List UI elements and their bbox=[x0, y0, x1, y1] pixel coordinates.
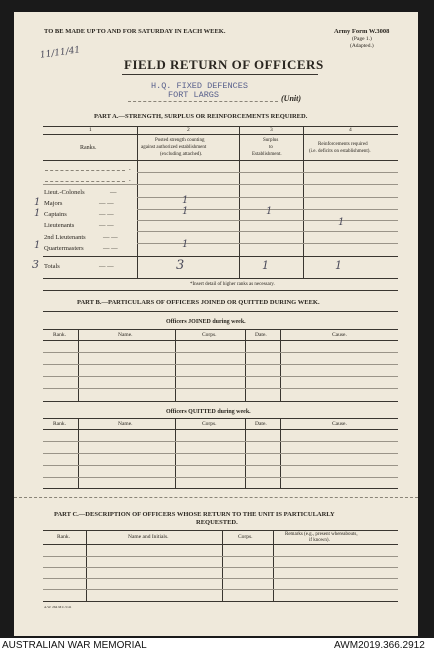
quitted-header-top-rule bbox=[43, 418, 398, 419]
joined-row-rule bbox=[43, 352, 398, 353]
margin-mark: 1 bbox=[34, 240, 41, 251]
part-c-col-corps: Corps. bbox=[238, 534, 253, 540]
joined-col-divider bbox=[175, 329, 176, 401]
joined-col-divider bbox=[280, 329, 281, 401]
totals-top-rule bbox=[43, 256, 398, 257]
title-underline bbox=[122, 74, 318, 75]
posted-captains-entry: 1 bbox=[182, 206, 189, 217]
joined-row-rule bbox=[43, 376, 398, 377]
row-rule bbox=[137, 172, 398, 173]
part-c-row-rule bbox=[43, 578, 398, 579]
joined-title: Officers JOINED during week. bbox=[166, 319, 246, 325]
footer-accession-number: AWM2019.366.2912 bbox=[334, 640, 425, 651]
rank-leader: — — bbox=[103, 234, 118, 241]
quitted-col-cause: Cause. bbox=[332, 421, 347, 427]
joined-header-top-rule bbox=[43, 329, 398, 330]
army-form-number: Army Form W.3008 bbox=[334, 28, 390, 35]
joined-col-corps: Corps. bbox=[202, 332, 217, 338]
reinf-lieutenants-entry: 1 bbox=[338, 217, 345, 228]
blank-row-mark: . bbox=[129, 175, 131, 183]
totals-reinf: 1 bbox=[335, 259, 342, 272]
row-rule bbox=[137, 243, 398, 244]
part-c-remarks-line1: Remarks (e.g., present whereabouts, bbox=[285, 532, 358, 537]
totals-posted: 3 bbox=[176, 258, 185, 273]
part-c-title-line1: PART C.—DESCRIPTION OF OFFICERS WHOSE RETURN TO THE UNIT IS PARTICULARLY bbox=[54, 511, 335, 518]
handwritten-date: 11/11/41 bbox=[39, 45, 81, 61]
part-c-col-name: Name and Initials. bbox=[128, 534, 169, 540]
totals-label: Totals bbox=[44, 263, 60, 270]
col-header-rule bbox=[43, 160, 398, 161]
row-rule bbox=[137, 231, 398, 232]
part-b-top-rule bbox=[43, 311, 398, 312]
blank-rank-line bbox=[45, 181, 125, 182]
quitted-col-date: Date. bbox=[255, 421, 267, 427]
posted-header-line3: (excluding attached). bbox=[160, 152, 203, 157]
totals-margin-mark: 3 bbox=[32, 258, 39, 271]
rank-label-lieutenants: Lieutenants bbox=[44, 222, 75, 229]
reinf-header-line1: Reinforcements required bbox=[318, 142, 368, 147]
row-rule bbox=[43, 184, 398, 185]
quitted-col-rank: Rank. bbox=[53, 421, 66, 427]
unit-stamp-line1: H.Q. FIXED DEFENCES bbox=[151, 81, 248, 91]
rank-leader: — — bbox=[99, 211, 114, 218]
part-a-top-rule bbox=[43, 126, 398, 127]
totals-surplus: 1 bbox=[262, 259, 269, 272]
col-number-2: 2 bbox=[187, 127, 190, 133]
quitted-row-rule bbox=[43, 453, 398, 454]
part-c-row-rule bbox=[43, 567, 398, 568]
part-a-title: PART A.—STRENGTH, SURPLUS OR REINFORCEMENTS REQUIRED. bbox=[94, 113, 308, 120]
page-number: (Page 1.) bbox=[352, 36, 372, 42]
rank-label-captains: Captains bbox=[44, 211, 67, 218]
quitted-row-rule bbox=[43, 441, 398, 442]
rank-leader: — — bbox=[103, 245, 118, 252]
joined-col-cause: Cause. bbox=[332, 332, 347, 338]
unit-label: (Unit) bbox=[281, 94, 301, 103]
totals-leader: — — bbox=[99, 263, 114, 270]
rank-label-2nd-lieutenants: 2nd Lieutenants bbox=[44, 234, 86, 241]
unit-line bbox=[128, 101, 278, 102]
posted-majors-entry: 1 bbox=[182, 195, 189, 206]
unit-stamp-line2: FORT LARGS bbox=[168, 90, 220, 100]
joined-header-bottom-rule bbox=[43, 340, 398, 341]
quitted-col-corps: Corps. bbox=[202, 421, 217, 427]
part-c-col-divider bbox=[273, 530, 274, 601]
part-c-row-rule bbox=[43, 556, 398, 557]
ranks-header: Ranks. bbox=[80, 145, 97, 151]
fold-line bbox=[14, 497, 418, 498]
footer-credit: AUSTRALIAN WAR MEMORIAL bbox=[2, 640, 147, 651]
part-a-end-rule bbox=[43, 290, 398, 291]
margin-mark: 1 bbox=[34, 197, 41, 208]
quitted-col-name: Name. bbox=[118, 421, 133, 427]
joined-row-rule bbox=[43, 388, 398, 389]
surplus-header-line3: Establishment. bbox=[252, 152, 282, 157]
rank-label-lieut-colonels: Lieut.-Colonels bbox=[44, 189, 85, 196]
joined-col-name: Name. bbox=[118, 332, 133, 338]
rank-leader: — — bbox=[99, 200, 114, 207]
posted-quartermasters-entry: 1 bbox=[182, 239, 189, 250]
part-c-col-divider bbox=[86, 530, 87, 601]
part-c-header-rule bbox=[43, 544, 398, 545]
row-rule bbox=[137, 197, 398, 198]
col-number-rule bbox=[43, 134, 398, 135]
blank-row-mark: . bbox=[129, 164, 131, 172]
col-number-4: 4 bbox=[349, 127, 352, 133]
part-c-row-rule bbox=[43, 589, 398, 590]
part-c-title-line2: REQUESTED. bbox=[196, 519, 238, 526]
surplus-header-line1: Surplus bbox=[263, 138, 279, 143]
footer-bar bbox=[0, 638, 434, 653]
rank-label-majors: Majors bbox=[44, 200, 63, 207]
quitted-bottom-rule bbox=[43, 488, 398, 489]
quitted-row-rule bbox=[43, 477, 398, 478]
col-number-1: 1 bbox=[89, 127, 92, 133]
part-c-remarks-line2: if known). bbox=[309, 538, 330, 543]
instruction-text: TO BE MADE UP TO AND FOR SATURDAY IN EACH WEEK. bbox=[44, 28, 226, 35]
part-c-bottom-rule bbox=[43, 601, 398, 602]
col-number-3: 3 bbox=[270, 127, 273, 133]
joined-col-rank: Rank. bbox=[53, 332, 66, 338]
margin-mark: 1 bbox=[34, 208, 41, 219]
posted-header-line1: Posted strength counting bbox=[155, 138, 205, 143]
adapted-note: (Adapted.) bbox=[350, 43, 374, 49]
quitted-header-bottom-rule bbox=[43, 429, 398, 430]
blank-rank-line bbox=[45, 170, 125, 171]
posted-header-line2: against authorized establishment bbox=[141, 145, 207, 150]
form-title: FIELD RETURN OF OFFICERS bbox=[124, 57, 324, 72]
row-rule bbox=[137, 220, 398, 221]
surplus-header-line2: to bbox=[269, 145, 273, 150]
quitted-title: Officers QUITTED during week. bbox=[166, 409, 251, 415]
rank-leader: — — bbox=[99, 222, 114, 229]
footnote: *Insert detail of higher ranks as necessary. bbox=[190, 282, 275, 287]
quitted-row-rule bbox=[43, 465, 398, 466]
part-a-bottom-rule bbox=[43, 278, 398, 279]
surplus-captains-entry: 1 bbox=[266, 206, 273, 217]
part-b-title: PART B.—PARTICULARS OF OFFICERS JOINED OR QUITTED DURING WEEK. bbox=[77, 299, 320, 306]
part-c-col-rank: Rank. bbox=[57, 534, 70, 540]
part-c-col-divider bbox=[222, 530, 223, 601]
joined-col-divider bbox=[78, 329, 79, 401]
part-c-top-rule bbox=[43, 530, 398, 531]
reinf-header-line2: (i.e. deficits on establishment). bbox=[309, 149, 371, 154]
rank-label-quartermasters: Quartermasters bbox=[44, 245, 84, 252]
joined-row-rule bbox=[43, 364, 398, 365]
print-code: A.W. 264 M1/-5/41 bbox=[44, 605, 72, 609]
joined-col-date: Date. bbox=[255, 332, 267, 338]
rank-leader: — bbox=[110, 189, 117, 196]
joined-col-divider bbox=[245, 329, 246, 401]
joined-bottom-rule bbox=[43, 401, 398, 402]
